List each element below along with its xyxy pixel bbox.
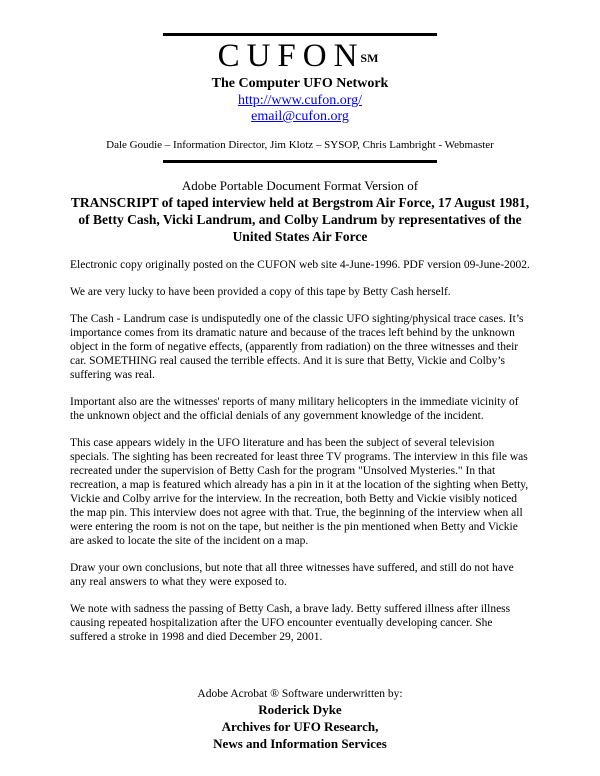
sponsor-org-line-2: News and Information Services — [213, 736, 387, 751]
network-name: The Computer UFO Network — [211, 76, 389, 91]
cufon-logo — [0, 38, 600, 74]
header-divider — [163, 160, 437, 163]
paragraph-betty-cash: We note with sadness the passing of Betty Cash, a brave lady. Betty suffered illness after illness causing repeated hospitalization after the UFO encounter eventually developing cancer. She suffered a stroke in 1998 and died December 29, 2001. — [70, 603, 511, 643]
format-line: Adobe Portable Document Format Version of — [181, 178, 419, 193]
sponsor-org-line-1: Archives for UFO Research, — [221, 719, 379, 734]
staff-credits: Dale Goudie – Information Director, Jim Klotz – SYSOP, Chris Lambright - Webmaster — [106, 139, 494, 151]
sponsor-name: Roderick Dyke — [258, 702, 342, 717]
paragraph-case-importance: The Cash - Landrum case is undisputedly one of the classic UFO sighting/physical trace cases. It’s importance comes from its dramatic nature and because of the traces left behind by the unknown object in the form of negative effects, (apparently from radiation) on the three witnesses and their car. SOMETHING real caused the terrible effects. And it is sure that Betty, Vickie and Colby’s suffering was real. — [70, 313, 524, 381]
paragraph-helicopters: Important also are the witnesses' reports of many military helicopters in the immediate vicinity of the unknown object and the official denials of any government knowledge of the incident. — [70, 396, 519, 422]
software-note: Adobe Acrobat ® Software underwritten by: — [197, 688, 403, 700]
website-link[interactable]: http://www.cufon.org/ — [237, 93, 363, 108]
paragraph-electronic-copy: Electronic copy originally posted on the CUFON web site 4-June-1996. PDF version 09-June-2002. — [70, 259, 530, 271]
sponsor-block — [0, 701, 600, 752]
paragraph-conclusions: Draw your own conclusions, but note that all three witnesses have suffered, and still do not have any real answers to what they were exposed to. — [70, 562, 514, 588]
document-title: TRANSCRIPT of taped interview held at Bergstrom Air Force, 17 August 1981, of Betty Cash, Vicki Landrum, and Colby Landrum by representatives of the United States Air Force — [70, 195, 530, 244]
logo-text: CUFON — [217, 38, 365, 74]
top-divider — [163, 33, 437, 36]
service-mark: SM — [360, 51, 379, 65]
body-text — [70, 258, 530, 657]
paragraph-recreation: This case appears widely in the UFO literature and has been the subject of several television specials. The sighting has been recreated for least three TV programs. The interview in this file was recreated under the supervision of Betty Cash for the program "Unsolved Mysteries." In that recreation, a map is featured which already has a pin in it at the location of the sighting when Betty, Vickie and Colby arrive for the interview. In the recreation, both Betty and Vickie visibly noticed the map pin. This interview does not agree with that. True, the beginning of the interview when all were entering the room is not on the tape, but neither is the pin mentioned when Betty and Vickie are asked to locate the site of the incident on a map. — [70, 437, 529, 547]
email-link[interactable]: email@cufon.org — [251, 109, 349, 124]
paragraph-tape-source: We are very lucky to have been provided a copy of this tape by Betty Cash herself. — [70, 286, 451, 298]
